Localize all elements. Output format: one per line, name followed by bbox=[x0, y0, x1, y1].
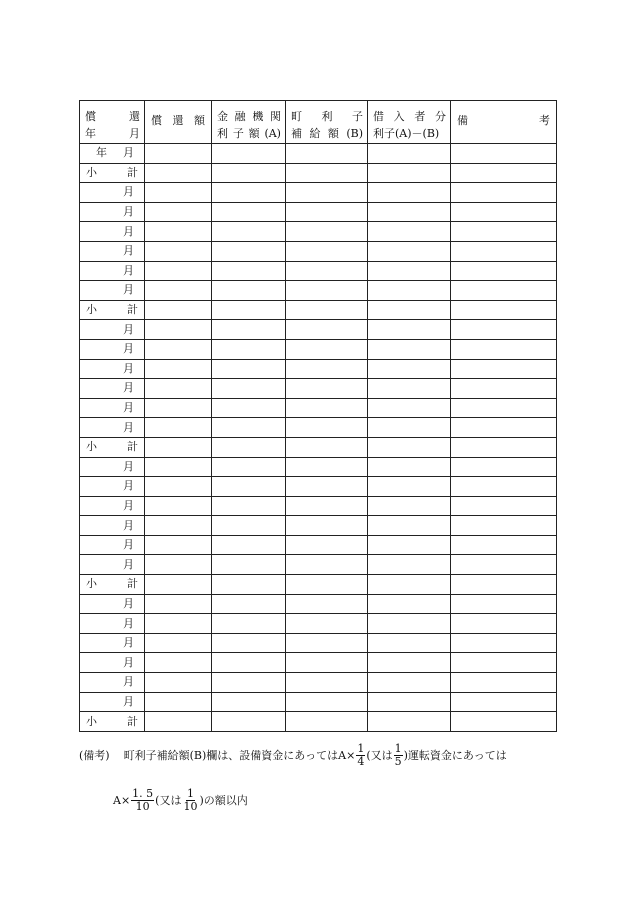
table-row bbox=[80, 535, 557, 555]
repayment-amount-cell[interactable] bbox=[145, 241, 212, 261]
month-label: 月 bbox=[123, 459, 134, 473]
month-label: 月 bbox=[123, 224, 134, 238]
bank-interest-cell[interactable] bbox=[212, 261, 286, 281]
remarks-cell[interactable] bbox=[451, 712, 557, 732]
note-line1-text: 町利子補給額(B)欄は、設備資金にあっては bbox=[123, 748, 339, 762]
borrower-interest-cell[interactable] bbox=[368, 222, 451, 242]
fraction-one-fifth: $\frac{1}{5}$ bbox=[394, 742, 402, 768]
table-row bbox=[80, 202, 557, 222]
period-cell bbox=[80, 320, 145, 340]
table-row bbox=[80, 594, 557, 614]
town-subsidy-cell[interactable] bbox=[286, 575, 368, 595]
period-cell bbox=[80, 261, 145, 281]
note-line1-tail: 運転資金にあっては bbox=[407, 748, 507, 762]
table-row bbox=[80, 261, 557, 281]
table-row bbox=[80, 241, 557, 261]
month-label: 月 bbox=[123, 538, 134, 552]
remarks-cell[interactable] bbox=[451, 437, 557, 457]
borrower-interest-cell[interactable] bbox=[368, 673, 451, 693]
town-subsidy-cell[interactable] bbox=[286, 614, 368, 634]
bank-interest-cell[interactable] bbox=[212, 673, 286, 693]
month-label: 月 bbox=[123, 322, 134, 336]
period-cell bbox=[80, 575, 145, 595]
repayment-amount-cell[interactable] bbox=[145, 398, 212, 418]
period-cell bbox=[80, 614, 145, 634]
borrower-interest-cell[interactable] bbox=[368, 653, 451, 673]
period-cell bbox=[80, 379, 145, 399]
table-row bbox=[80, 418, 557, 438]
borrower-interest-cell[interactable] bbox=[368, 575, 451, 595]
month-label: 月 bbox=[123, 401, 134, 415]
repayment-amount-cell[interactable] bbox=[145, 457, 212, 477]
table-row bbox=[80, 163, 557, 183]
period-cell bbox=[80, 673, 145, 693]
borrower-interest-cell[interactable] bbox=[368, 516, 451, 536]
period-cell bbox=[80, 477, 145, 497]
month-label: 月 bbox=[123, 283, 134, 297]
bank-interest-cell[interactable] bbox=[212, 437, 286, 457]
period-cell bbox=[80, 457, 145, 477]
period-cell bbox=[80, 222, 145, 242]
fraction-one-quarter: $\frac{1}{4}$ bbox=[357, 742, 365, 768]
town-subsidy-cell[interactable] bbox=[286, 594, 368, 614]
borrower-interest-cell[interactable] bbox=[368, 144, 451, 164]
remarks-cell[interactable] bbox=[451, 457, 557, 477]
subtotal-label: 小 計 bbox=[86, 303, 138, 317]
repayment-amount-cell[interactable] bbox=[145, 261, 212, 281]
month-label: 月 bbox=[123, 205, 134, 219]
period-cell bbox=[80, 555, 145, 575]
bank-interest-cell[interactable] bbox=[212, 418, 286, 438]
subtotal-label: 小 計 bbox=[86, 165, 138, 179]
header-borrower-interest bbox=[368, 101, 451, 144]
table-row bbox=[80, 653, 557, 673]
town-subsidy-cell[interactable] bbox=[286, 692, 368, 712]
month-label: 月 bbox=[123, 342, 134, 356]
month-label: 月 bbox=[123, 498, 134, 512]
town-subsidy-cell[interactable] bbox=[286, 555, 368, 575]
period-cell bbox=[80, 594, 145, 614]
month-label: 月 bbox=[123, 420, 134, 434]
table-row bbox=[80, 575, 557, 595]
remarks-note bbox=[79, 743, 559, 813]
period-cell bbox=[80, 712, 145, 732]
note-a-symbol: A bbox=[338, 748, 347, 762]
period-cell bbox=[80, 398, 145, 418]
header-col3-line1: 町 利 子 bbox=[291, 110, 363, 123]
month-label: 月 bbox=[123, 616, 134, 630]
bank-interest-cell[interactable] bbox=[212, 594, 286, 614]
remarks-cell[interactable] bbox=[451, 300, 557, 320]
bank-interest-cell[interactable] bbox=[212, 535, 286, 555]
repayment-amount-cell[interactable] bbox=[145, 594, 212, 614]
town-subsidy-cell[interactable] bbox=[286, 300, 368, 320]
remarks-cell[interactable] bbox=[451, 575, 557, 595]
repayment-amount-cell[interactable] bbox=[145, 202, 212, 222]
remarks-cell[interactable] bbox=[451, 535, 557, 555]
town-subsidy-cell[interactable] bbox=[286, 339, 368, 359]
header-repayment-amount bbox=[145, 101, 212, 144]
repayment-amount-cell[interactable] bbox=[145, 673, 212, 693]
remarks-cell[interactable] bbox=[451, 359, 557, 379]
borrower-interest-cell[interactable] bbox=[368, 477, 451, 497]
header-col4-line2: 利子(A)－(B) bbox=[373, 127, 440, 140]
month-label: 月 bbox=[123, 518, 134, 532]
borrower-interest-cell[interactable] bbox=[368, 183, 451, 203]
town-subsidy-cell[interactable] bbox=[286, 712, 368, 732]
bank-interest-cell[interactable] bbox=[212, 222, 286, 242]
month-label: 月 bbox=[123, 596, 134, 610]
period-cell bbox=[80, 163, 145, 183]
table-row bbox=[80, 516, 557, 536]
fraction-one-point-five-tenths: $\frac{1. 5}{10}$ bbox=[132, 787, 154, 813]
town-subsidy-cell[interactable] bbox=[286, 183, 368, 203]
repayment-amount-cell[interactable] bbox=[145, 300, 212, 320]
period-cell bbox=[80, 437, 145, 457]
repayment-amount-cell[interactable] bbox=[145, 712, 212, 732]
table-row bbox=[80, 673, 557, 693]
borrower-interest-cell[interactable] bbox=[368, 300, 451, 320]
repayment-amount-cell[interactable] bbox=[145, 437, 212, 457]
town-subsidy-cell[interactable] bbox=[286, 457, 368, 477]
bank-interest-cell[interactable] bbox=[212, 183, 286, 203]
remarks-cell[interactable] bbox=[451, 555, 557, 575]
bank-interest-cell[interactable] bbox=[212, 516, 286, 536]
remarks-cell[interactable] bbox=[451, 496, 557, 516]
repayment-amount-cell[interactable] bbox=[145, 614, 212, 634]
borrower-interest-cell[interactable] bbox=[368, 359, 451, 379]
remarks-cell[interactable] bbox=[451, 633, 557, 653]
remarks-cell[interactable] bbox=[451, 477, 557, 497]
remarks-cell[interactable] bbox=[451, 163, 557, 183]
town-subsidy-cell[interactable] bbox=[286, 653, 368, 673]
borrower-interest-cell[interactable] bbox=[368, 281, 451, 301]
borrower-interest-cell[interactable] bbox=[368, 555, 451, 575]
repayment-amount-cell[interactable] bbox=[145, 535, 212, 555]
town-subsidy-cell[interactable] bbox=[286, 398, 368, 418]
borrower-interest-cell[interactable] bbox=[368, 379, 451, 399]
town-subsidy-cell[interactable] bbox=[286, 202, 368, 222]
remarks-cell[interactable] bbox=[451, 692, 557, 712]
town-subsidy-cell[interactable] bbox=[286, 379, 368, 399]
month-label: 月 bbox=[123, 263, 134, 277]
month-label: 月 bbox=[123, 557, 134, 571]
repayment-amount-cell[interactable] bbox=[145, 516, 212, 536]
header-col2-line1: 金 融 機 関 bbox=[217, 110, 281, 123]
town-subsidy-cell[interactable] bbox=[286, 359, 368, 379]
bank-interest-cell[interactable] bbox=[212, 300, 286, 320]
remarks-cell[interactable] bbox=[451, 418, 557, 438]
remarks-cell[interactable] bbox=[451, 320, 557, 340]
month-label: 月 bbox=[123, 381, 134, 395]
fraction-one-tenth: $\frac{1}{10}$ bbox=[183, 787, 198, 813]
repayment-amount-cell[interactable] bbox=[145, 222, 212, 242]
remarks-cell[interactable] bbox=[451, 594, 557, 614]
repayment-amount-cell[interactable] bbox=[145, 183, 212, 203]
remarks-cell[interactable] bbox=[451, 222, 557, 242]
bank-interest-cell[interactable] bbox=[212, 281, 286, 301]
borrower-interest-cell[interactable] bbox=[368, 633, 451, 653]
town-subsidy-cell[interactable] bbox=[286, 496, 368, 516]
bank-interest-cell[interactable] bbox=[212, 398, 286, 418]
period-cell bbox=[80, 241, 145, 261]
town-subsidy-cell[interactable] bbox=[286, 477, 368, 497]
borrower-interest-cell[interactable] bbox=[368, 261, 451, 281]
borrower-interest-cell[interactable] bbox=[368, 457, 451, 477]
bank-interest-cell[interactable] bbox=[212, 202, 286, 222]
month-label: 月 bbox=[123, 185, 134, 199]
borrower-interest-cell[interactable] bbox=[368, 614, 451, 634]
bank-interest-cell[interactable] bbox=[212, 379, 286, 399]
remarks-cell[interactable] bbox=[451, 261, 557, 281]
borrower-interest-cell[interactable] bbox=[368, 712, 451, 732]
repayment-amount-cell[interactable] bbox=[145, 496, 212, 516]
repayment-amount-cell[interactable] bbox=[145, 144, 212, 164]
repayment-amount-cell[interactable] bbox=[145, 320, 212, 340]
table-row bbox=[80, 398, 557, 418]
bank-interest-cell[interactable] bbox=[212, 163, 286, 183]
table-row bbox=[80, 712, 557, 732]
remarks-cell[interactable] bbox=[451, 398, 557, 418]
note-paren-open: (又は bbox=[366, 748, 393, 762]
town-subsidy-cell[interactable] bbox=[286, 163, 368, 183]
borrower-interest-cell[interactable] bbox=[368, 535, 451, 555]
repayment-amount-cell[interactable] bbox=[145, 418, 212, 438]
table-row bbox=[80, 477, 557, 497]
bank-interest-cell[interactable] bbox=[212, 575, 286, 595]
bank-interest-cell[interactable] bbox=[212, 241, 286, 261]
remarks-cell[interactable] bbox=[451, 281, 557, 301]
bank-interest-cell[interactable] bbox=[212, 555, 286, 575]
header-town-subsidy bbox=[286, 101, 368, 144]
period-cell bbox=[80, 692, 145, 712]
table-row bbox=[80, 379, 557, 399]
borrower-interest-cell[interactable] bbox=[368, 339, 451, 359]
borrower-interest-cell[interactable] bbox=[368, 202, 451, 222]
header-remarks bbox=[451, 101, 557, 144]
subtotal-label: 小 計 bbox=[86, 440, 138, 454]
remarks-cell[interactable] bbox=[451, 144, 557, 164]
bank-interest-cell[interactable] bbox=[212, 457, 286, 477]
period-cell bbox=[80, 535, 145, 555]
header-col5-text: 備 考 bbox=[457, 114, 550, 127]
header-bank-interest bbox=[212, 101, 286, 144]
repayment-schedule-table bbox=[79, 100, 557, 732]
remarks-cell[interactable] bbox=[451, 673, 557, 693]
period-cell bbox=[80, 418, 145, 438]
town-subsidy-cell[interactable] bbox=[286, 241, 368, 261]
month-label: 月 bbox=[123, 244, 134, 258]
period-cell bbox=[80, 300, 145, 320]
repayment-amount-cell[interactable] bbox=[145, 281, 212, 301]
repayment-amount-cell[interactable] bbox=[145, 339, 212, 359]
table-row bbox=[80, 692, 557, 712]
period-cell bbox=[80, 496, 145, 516]
header-col3-line2: 補 給 額 (B) bbox=[291, 127, 363, 140]
table-row bbox=[80, 633, 557, 653]
repayment-amount-cell[interactable] bbox=[145, 575, 212, 595]
borrower-interest-cell[interactable] bbox=[368, 594, 451, 614]
note-times-symbol-2: × bbox=[120, 793, 131, 807]
bank-interest-cell[interactable] bbox=[212, 359, 286, 379]
period-cell bbox=[80, 339, 145, 359]
table-row bbox=[80, 281, 557, 301]
remarks-cell[interactable] bbox=[451, 614, 557, 634]
table-row bbox=[80, 496, 557, 516]
borrower-interest-cell[interactable] bbox=[368, 692, 451, 712]
borrower-interest-cell[interactable] bbox=[368, 398, 451, 418]
remarks-cell[interactable] bbox=[451, 516, 557, 536]
period-cell bbox=[80, 359, 145, 379]
bank-interest-cell[interactable] bbox=[212, 633, 286, 653]
town-subsidy-cell[interactable] bbox=[286, 633, 368, 653]
bank-interest-cell[interactable] bbox=[212, 339, 286, 359]
bank-interest-cell[interactable] bbox=[212, 614, 286, 634]
bank-interest-cell[interactable] bbox=[212, 496, 286, 516]
repayment-amount-cell[interactable] bbox=[145, 555, 212, 575]
town-subsidy-cell[interactable] bbox=[286, 222, 368, 242]
table-row bbox=[80, 457, 557, 477]
month-label: 月 bbox=[123, 361, 134, 375]
borrower-interest-cell[interactable] bbox=[368, 241, 451, 261]
header-row bbox=[80, 101, 557, 144]
repayment-amount-cell[interactable] bbox=[145, 359, 212, 379]
repayment-amount-cell[interactable] bbox=[145, 379, 212, 399]
period-cell bbox=[80, 633, 145, 653]
header-col4-line1: 借 入 者 分 bbox=[373, 110, 446, 123]
period-cell bbox=[80, 281, 145, 301]
repayment-amount-cell[interactable] bbox=[145, 477, 212, 497]
borrower-interest-cell[interactable] bbox=[368, 320, 451, 340]
bank-interest-cell[interactable] bbox=[212, 712, 286, 732]
month-label: 月 bbox=[123, 636, 134, 650]
borrower-interest-cell[interactable] bbox=[368, 496, 451, 516]
remarks-cell[interactable] bbox=[451, 339, 557, 359]
table-row bbox=[80, 320, 557, 340]
period-cell bbox=[80, 516, 145, 536]
borrower-interest-cell[interactable] bbox=[368, 437, 451, 457]
table-row bbox=[80, 339, 557, 359]
town-subsidy-cell[interactable] bbox=[286, 261, 368, 281]
town-subsidy-cell[interactable] bbox=[286, 673, 368, 693]
repayment-amount-cell[interactable] bbox=[145, 653, 212, 673]
note-label: (備考) bbox=[79, 748, 110, 762]
period-cell bbox=[80, 144, 145, 164]
header-col0-line1: 償 還 bbox=[85, 110, 140, 123]
bank-interest-cell[interactable] bbox=[212, 320, 286, 340]
repayment-amount-cell[interactable] bbox=[145, 633, 212, 653]
town-subsidy-cell[interactable] bbox=[286, 144, 368, 164]
bank-interest-cell[interactable] bbox=[212, 477, 286, 497]
table-row bbox=[80, 222, 557, 242]
note-line2-tail: )の額以内 bbox=[199, 793, 248, 807]
bank-interest-cell[interactable] bbox=[212, 653, 286, 673]
subtotal-label: 小 計 bbox=[86, 714, 138, 728]
table-row bbox=[80, 144, 557, 164]
month-label: 月 bbox=[123, 655, 134, 669]
remarks-cell[interactable] bbox=[451, 241, 557, 261]
bank-interest-cell[interactable] bbox=[212, 692, 286, 712]
note-a-symbol-2: A bbox=[113, 793, 121, 807]
borrower-interest-cell[interactable] bbox=[368, 418, 451, 438]
remarks-cell[interactable] bbox=[451, 379, 557, 399]
table-row bbox=[80, 359, 557, 379]
table-row bbox=[80, 614, 557, 634]
town-subsidy-cell[interactable] bbox=[286, 437, 368, 457]
table-row bbox=[80, 437, 557, 457]
remarks-cell[interactable] bbox=[451, 183, 557, 203]
header-col1-text: 償 還 額 bbox=[151, 114, 205, 127]
repayment-amount-cell[interactable] bbox=[145, 163, 212, 183]
bank-interest-cell[interactable] bbox=[212, 144, 286, 164]
town-subsidy-cell[interactable] bbox=[286, 418, 368, 438]
month-label: 月 bbox=[123, 694, 134, 708]
year-month-label: 年 月 bbox=[96, 146, 134, 160]
header-col2-line2: 利 子 額 (A) bbox=[217, 127, 281, 140]
note-paren-close: ) bbox=[403, 748, 408, 762]
note-paren-open-2: (又は bbox=[155, 793, 182, 807]
table-row bbox=[80, 183, 557, 203]
period-cell bbox=[80, 183, 145, 203]
subtotal-label: 小 計 bbox=[86, 577, 138, 591]
period-cell bbox=[80, 202, 145, 222]
remarks-cell[interactable] bbox=[451, 653, 557, 673]
table-row bbox=[80, 300, 557, 320]
header-repayment-year-month bbox=[80, 101, 145, 144]
town-subsidy-cell[interactable] bbox=[286, 535, 368, 555]
table-row bbox=[80, 555, 557, 575]
period-cell bbox=[80, 653, 145, 673]
borrower-interest-cell[interactable] bbox=[368, 163, 451, 183]
header-col0-line2: 年 月 bbox=[85, 127, 140, 140]
town-subsidy-cell[interactable] bbox=[286, 281, 368, 301]
month-label: 月 bbox=[123, 675, 134, 689]
town-subsidy-cell[interactable] bbox=[286, 516, 368, 536]
month-label: 月 bbox=[123, 479, 134, 493]
repayment-amount-cell[interactable] bbox=[145, 692, 212, 712]
town-subsidy-cell[interactable] bbox=[286, 320, 368, 340]
note-times-symbol: × bbox=[346, 748, 356, 762]
remarks-cell[interactable] bbox=[451, 202, 557, 222]
